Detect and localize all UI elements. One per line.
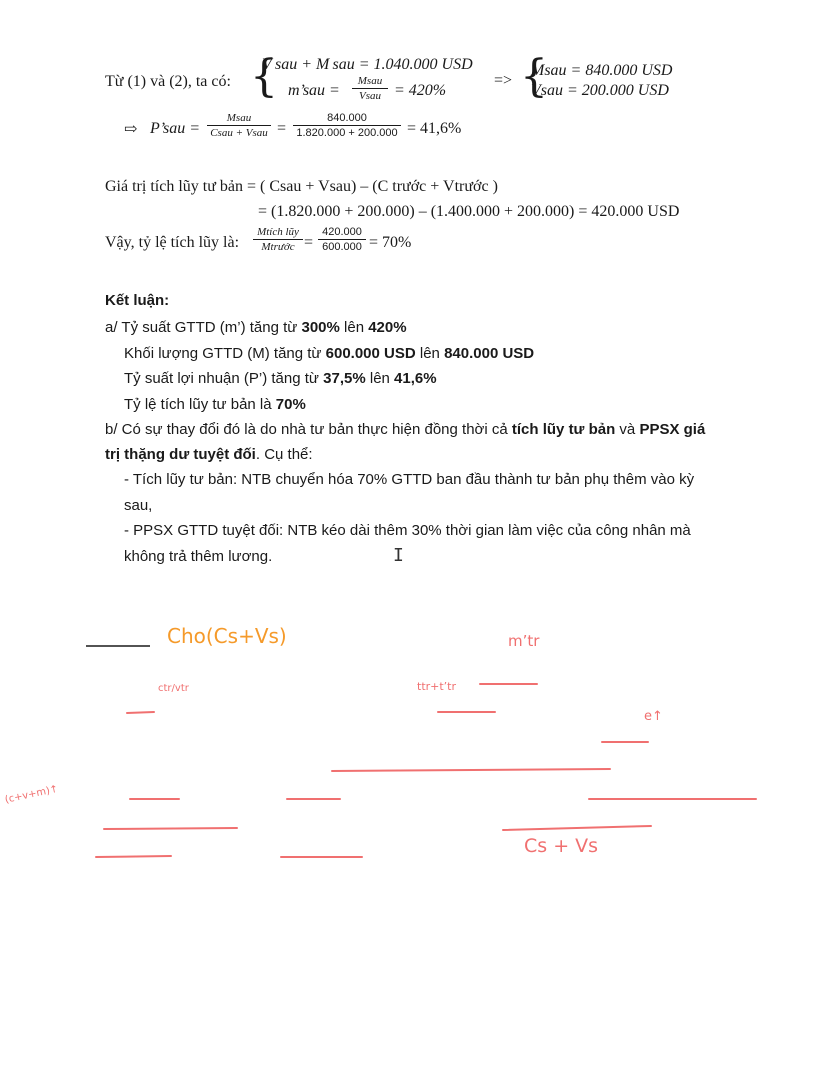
text-run: b/ Có sự thay đổi đó là do nhà tư bản thực hiện đồng thời cả	[105, 421, 512, 438]
conclusion-b-item-1: - Tích lũy tư bản: NTB chuyển hóa 70% GTTD ban đầu thành tư bản phụ thêm vào kỳ	[124, 471, 695, 488]
accumulation-calc: = (1.820.000 + 200.000) – (1.400.000 + 200.000) = 420.000 USD	[258, 203, 680, 220]
red-pen-line	[96, 856, 171, 857]
rate-result: = 70%	[369, 234, 412, 251]
fraction-denominator: Csau + Vsau	[210, 127, 268, 139]
profit-rate-result: = 41,6%	[407, 120, 462, 137]
implies-symbol: =>	[494, 72, 513, 89]
result-m: Msau = 840.000 USD	[531, 62, 673, 79]
text-run: Tỷ lệ tích lũy tư bản là	[124, 396, 276, 413]
note-t-sum: ttr+t’tr	[417, 680, 457, 693]
result-v: Vsau = 200.000 USD	[531, 82, 669, 99]
fraction-numerator: Msau	[226, 112, 252, 124]
equation-1: V sau + M sau = 1.040.000 USD	[262, 56, 473, 73]
text-run: . Cụ thể:	[255, 446, 313, 463]
value-bold: 420%	[368, 319, 407, 336]
text-run: lên	[339, 319, 369, 336]
fraction-denominator: 1.820.000 + 200.000	[296, 127, 398, 139]
red-pen-line	[104, 828, 237, 829]
conclusion-b-item-2: - PPSX GTTD tuyệt đối: NTB kéo dài thêm 30% thời gian làm việc của công nhân mà	[124, 522, 691, 539]
note-cs-vs: Cs + Vs	[524, 835, 599, 857]
text-run: a/ Tỷ suất GTTD (m’) tăng từ	[105, 319, 302, 336]
equation-2-rhs: = 420%	[394, 82, 447, 99]
note-c-over-v: ctr/vtr	[158, 683, 189, 694]
note-m-tr: m’tr	[508, 632, 540, 650]
conclusion-b-item-1-cont: sau,	[124, 497, 153, 514]
red-pen-line	[332, 769, 610, 771]
intro-text: Từ (1) và (2), ta có:	[105, 73, 231, 90]
left-brace: {	[250, 51, 278, 102]
fraction-numerator: 840.000	[327, 112, 367, 124]
text-run: và	[615, 421, 640, 438]
value-bold: 41,6%	[394, 370, 437, 387]
equals-sign: =	[276, 120, 287, 137]
fraction-numerator: Msau	[357, 75, 383, 87]
orange-note: Cho(Cs+Vs)	[167, 624, 287, 648]
red-pen-line	[127, 712, 154, 713]
term-bold: trị thặng dư tuyệt đối	[105, 446, 256, 463]
fraction-denominator: 600.000	[322, 241, 362, 253]
value-bold: 70%	[275, 396, 306, 413]
equation-2-lhs: m’sau =	[288, 82, 340, 99]
text-cursor-icon: I	[393, 545, 404, 566]
fraction-numerator: Mtích lũy	[257, 226, 299, 238]
fraction-denominator: Mtrước	[261, 241, 295, 253]
rate-label: Vậy, tỷ lệ tích lũy là:	[105, 234, 240, 251]
value-bold: 600.000 USD	[325, 345, 416, 362]
note-e-up: e↑	[644, 709, 663, 724]
profit-rate-lhs: P’sau =	[150, 120, 201, 137]
red-pen-line	[503, 826, 651, 830]
conclusion-heading: Kết luận:	[105, 292, 170, 309]
fraction-denominator: Vsau	[359, 90, 381, 102]
value-bold: 840.000 USD	[444, 345, 535, 362]
text-run: Tỷ suất lợi nhuận (P’) tăng từ	[124, 370, 324, 387]
value-bold: 300%	[301, 319, 340, 336]
note-c-v-m: (c+v+m)↑	[4, 783, 60, 806]
term-bold: PPSX giá	[639, 421, 706, 438]
text-run: lên	[365, 370, 395, 387]
term-bold: tích lũy tư bản	[511, 421, 616, 438]
text-run: Khối lượng GTTD (M) tăng từ	[124, 345, 326, 362]
conclusion-b-item-2-cont: không trả thêm lương.	[124, 548, 273, 565]
text-run: lên	[415, 345, 445, 362]
right-brace: {	[520, 51, 548, 102]
arrow-icon: ⇨	[124, 121, 138, 138]
equals-sign: =	[304, 234, 314, 251]
accumulation-label: Giá trị tích lũy tư bản = ( Csau + Vsau) – (C trước + Vtrước )	[105, 178, 498, 195]
value-bold: 37,5%	[323, 370, 366, 387]
fraction-numerator: 420.000	[322, 226, 362, 238]
